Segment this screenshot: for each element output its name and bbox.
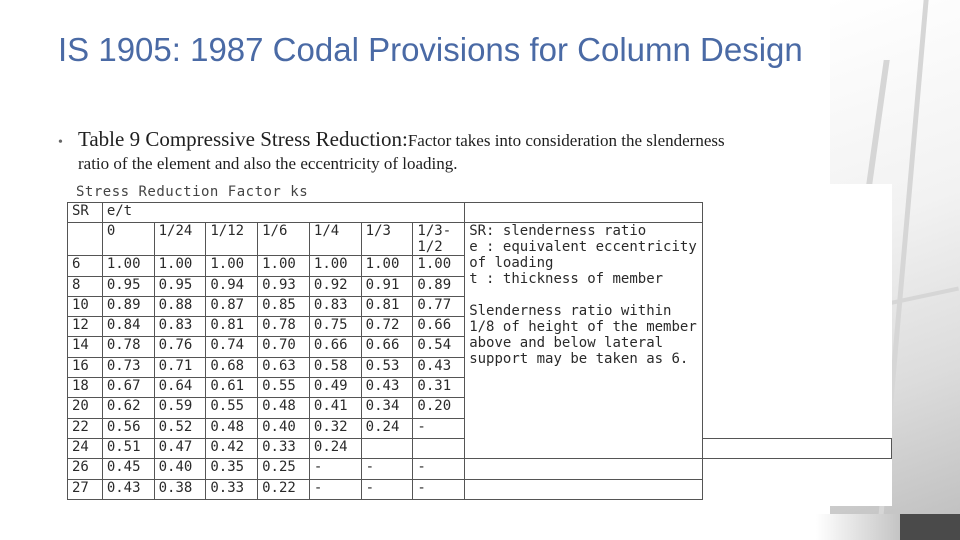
factor-cell: 0.92	[309, 276, 361, 296]
factor-cell: 0.66	[361, 337, 413, 357]
factor-cell: 0.71	[154, 357, 206, 377]
note-sr-definition: SR: slenderness ratio	[469, 223, 647, 240]
note-remark: Slenderness ratio within 1/8 of height of the member above and below lateral support may be taken as 6.	[469, 303, 697, 368]
factor-cell: 0.32	[309, 418, 361, 438]
header-eccentricity-ratio: e/t	[102, 203, 464, 223]
factor-cell: 0.72	[361, 317, 413, 337]
bullet-point	[58, 127, 918, 174]
factor-cell: 0.25	[258, 459, 310, 479]
factor-cell: 0.34	[361, 398, 413, 418]
table-header-row	[68, 203, 892, 223]
factor-cell: 0.70	[258, 337, 310, 357]
factor-cell	[413, 438, 465, 458]
slenderness-ratio-cell: 16	[68, 357, 103, 377]
bullet-icon: •	[58, 135, 63, 150]
stress-reduction-table	[67, 202, 892, 500]
factor-cell: 0.81	[206, 317, 258, 337]
factor-cell: 0.53	[361, 357, 413, 377]
factor-cell: 0.48	[258, 398, 310, 418]
factor-cell: 0.56	[102, 418, 154, 438]
factor-cell: 0.55	[258, 378, 310, 398]
factor-cell	[361, 438, 413, 458]
factor-cell: 0.73	[102, 357, 154, 377]
bullet-lead-text: Table 9 Compressive Stress Reduction:	[78, 127, 408, 151]
factor-cell: 0.61	[206, 378, 258, 398]
slenderness-ratio-cell: 26	[68, 459, 103, 479]
factor-cell: -	[413, 418, 465, 438]
factor-cell: 0.84	[102, 317, 154, 337]
factor-cell: 0.52	[154, 418, 206, 438]
note-t-definition: t : thickness of member	[469, 271, 664, 288]
slenderness-ratio-cell: 18	[68, 378, 103, 398]
factor-cell: 0.59	[154, 398, 206, 418]
factor-cell: 0.49	[309, 378, 361, 398]
column-header: 1/3- 1/2	[413, 223, 465, 256]
factor-cell: 0.38	[154, 479, 206, 499]
factor-cell: 1.00	[154, 256, 206, 276]
factor-cell: 0.48	[206, 418, 258, 438]
factor-cell: 0.40	[154, 459, 206, 479]
factor-cell: 0.75	[309, 317, 361, 337]
factor-cell: 0.24	[361, 418, 413, 438]
factor-cell: 0.64	[154, 378, 206, 398]
factor-cell: 0.76	[154, 337, 206, 357]
slenderness-ratio-cell: 14	[68, 337, 103, 357]
slenderness-ratio-cell: 27	[68, 479, 103, 499]
factor-cell: 0.24	[309, 438, 361, 458]
factor-cell: 0.89	[413, 276, 465, 296]
factor-cell: 0.93	[258, 276, 310, 296]
factor-cell: 0.31	[413, 378, 465, 398]
factor-cell: 0.87	[206, 296, 258, 316]
factor-cell: 0.85	[258, 296, 310, 316]
factor-cell: 0.68	[206, 357, 258, 377]
bullet-continuation: ratio of the element and also the eccentricity of loading.	[78, 154, 458, 173]
slenderness-ratio-cell: 6	[68, 256, 103, 276]
factor-cell: 1.00	[258, 256, 310, 276]
factor-cell: 0.43	[102, 479, 154, 499]
factor-cell: 1.00	[361, 256, 413, 276]
column-header: 1/24	[154, 223, 206, 256]
notes-cell	[465, 223, 702, 459]
factor-cell: 0.81	[361, 296, 413, 316]
factor-cell: 0.55	[206, 398, 258, 418]
table-row	[68, 479, 892, 499]
factor-cell: 0.58	[309, 357, 361, 377]
factor-cell: -	[361, 479, 413, 499]
factor-cell: 0.88	[154, 296, 206, 316]
column-header: 1/3	[361, 223, 413, 256]
factor-cell: 0.66	[309, 337, 361, 357]
factor-cell: 1.00	[206, 256, 258, 276]
factor-cell: 0.83	[154, 317, 206, 337]
factor-cell: 1.00	[102, 256, 154, 276]
factor-cell: 0.47	[154, 438, 206, 458]
factor-cell: 0.45	[102, 459, 154, 479]
note-blank-cell	[465, 479, 702, 499]
factor-cell: 0.62	[102, 398, 154, 418]
factor-cell: 0.41	[309, 398, 361, 418]
note-blank-cell	[465, 459, 702, 479]
factor-cell: 0.42	[206, 438, 258, 458]
factor-cell: 0.40	[258, 418, 310, 438]
factor-cell: 0.33	[258, 438, 310, 458]
factor-cell: -	[309, 459, 361, 479]
slenderness-ratio-cell: 24	[68, 438, 103, 458]
table-subheader-row	[68, 223, 892, 256]
factor-cell: 0.66	[413, 317, 465, 337]
factor-cell: -	[361, 459, 413, 479]
slenderness-ratio-cell: 12	[68, 317, 103, 337]
bottom-decoration	[0, 514, 960, 540]
note-blank-cell	[702, 438, 891, 458]
factor-cell: 0.20	[413, 398, 465, 418]
factor-cell: -	[413, 479, 465, 499]
corner-decoration	[900, 514, 960, 540]
factor-cell: 0.83	[309, 296, 361, 316]
factor-cell: 0.33	[206, 479, 258, 499]
factor-cell: 0.63	[258, 357, 310, 377]
factor-cell: -	[413, 459, 465, 479]
note-header-cell	[465, 203, 702, 223]
factor-cell: 1.00	[413, 256, 465, 276]
factor-cell: 0.54	[413, 337, 465, 357]
slenderness-ratio-cell: 22	[68, 418, 103, 438]
table-row	[68, 459, 892, 479]
factor-cell: 0.78	[102, 337, 154, 357]
subheader-blank	[68, 223, 103, 256]
factor-cell: -	[309, 479, 361, 499]
slenderness-ratio-cell: 10	[68, 296, 103, 316]
stress-reduction-table-figure	[64, 184, 892, 506]
factor-cell: 1.00	[309, 256, 361, 276]
factor-cell: 0.51	[102, 438, 154, 458]
header-sr: SR	[68, 203, 103, 223]
factor-cell: 0.95	[102, 276, 154, 296]
column-header: 1/6	[258, 223, 310, 256]
factor-cell: 0.95	[154, 276, 206, 296]
slenderness-ratio-cell: 20	[68, 398, 103, 418]
factor-cell: 0.89	[102, 296, 154, 316]
factor-cell: 0.78	[258, 317, 310, 337]
factor-cell: 0.43	[413, 357, 465, 377]
table-caption: Stress Reduction Factor ks	[76, 184, 309, 200]
factor-cell: 0.35	[206, 459, 258, 479]
factor-cell: 0.74	[206, 337, 258, 357]
column-header: 1/4	[309, 223, 361, 256]
bullet-rest-text: Factor takes into consideration the slenderness	[407, 131, 725, 150]
slenderness-ratio-cell: 8	[68, 276, 103, 296]
column-header: 0	[102, 223, 154, 256]
factor-cell: 0.22	[258, 479, 310, 499]
slide-title: IS 1905: 1987 Codal Provisions for Column Design	[58, 31, 803, 68]
factor-cell: 0.91	[361, 276, 413, 296]
factor-cell: 0.77	[413, 296, 465, 316]
factor-cell: 0.43	[361, 378, 413, 398]
note-e-definition: e : equivalent eccentricity of loading	[469, 239, 697, 272]
factor-cell: 0.94	[206, 276, 258, 296]
factor-cell: 0.67	[102, 378, 154, 398]
column-header: 1/12	[206, 223, 258, 256]
